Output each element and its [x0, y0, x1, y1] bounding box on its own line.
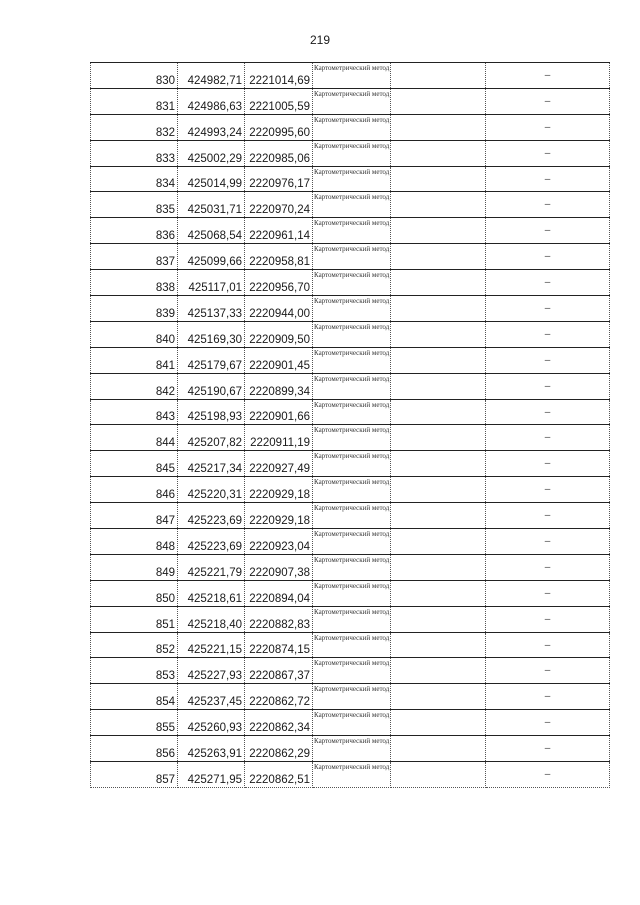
- x-coordinate-cell: 425220,31: [178, 477, 245, 503]
- point-number-cell: 842: [91, 373, 178, 399]
- empty-cell: [391, 503, 486, 529]
- empty-cell: [391, 321, 486, 347]
- x-coordinate-cell: 425221,79: [178, 554, 245, 580]
- table-row: [91, 114, 610, 140]
- point-number-cell: 841: [91, 347, 178, 373]
- method-cell: Картометрический метод: [313, 244, 391, 270]
- y-coordinate-cell: 2220862,34: [245, 710, 313, 736]
- method-cell: Картометрический метод: [313, 192, 391, 218]
- method-cell: Картометрический метод: [313, 451, 391, 477]
- x-coordinate-cell: 425221,15: [178, 632, 245, 658]
- dash-cell: –: [486, 192, 610, 218]
- table-row: [91, 399, 610, 425]
- y-coordinate-cell: 2220985,06: [245, 140, 313, 166]
- empty-cell: [391, 270, 486, 296]
- point-number-cell: 846: [91, 477, 178, 503]
- method-cell: Картометрический метод: [313, 606, 391, 632]
- table-row: [91, 373, 610, 399]
- y-coordinate-cell: 2220867,37: [245, 658, 313, 684]
- method-cell: Картометрический метод: [313, 736, 391, 762]
- x-coordinate-cell: 424993,24: [178, 114, 245, 140]
- y-coordinate-cell: 2220956,70: [245, 270, 313, 296]
- y-coordinate-cell: 2220862,72: [245, 684, 313, 710]
- x-coordinate-cell: 425198,93: [178, 399, 245, 425]
- table-row: [91, 658, 610, 684]
- x-coordinate-cell: 425031,71: [178, 192, 245, 218]
- x-coordinate-cell: 425179,67: [178, 347, 245, 373]
- dash-cell: –: [486, 244, 610, 270]
- y-coordinate-cell: 2220995,60: [245, 114, 313, 140]
- dash-cell: –: [486, 140, 610, 166]
- point-number-cell: 845: [91, 451, 178, 477]
- table-row: [91, 321, 610, 347]
- method-cell: Картометрический метод: [313, 425, 391, 451]
- x-coordinate-cell: 424982,71: [178, 63, 245, 89]
- table-row: [91, 503, 610, 529]
- table-row: [91, 244, 610, 270]
- y-coordinate-cell: 2220899,34: [245, 373, 313, 399]
- empty-cell: [391, 347, 486, 373]
- method-cell: Картометрический метод: [313, 399, 391, 425]
- dash-cell: –: [486, 347, 610, 373]
- table-row: [91, 88, 610, 114]
- x-coordinate-cell: 425260,93: [178, 710, 245, 736]
- empty-cell: [391, 606, 486, 632]
- dash-cell: –: [486, 296, 610, 322]
- y-coordinate-cell: 2220961,14: [245, 218, 313, 244]
- x-coordinate-cell: 425068,54: [178, 218, 245, 244]
- point-number-cell: 844: [91, 425, 178, 451]
- table-row: [91, 166, 610, 192]
- table-row: [91, 762, 610, 788]
- dash-cell: –: [486, 762, 610, 788]
- table-row: [91, 270, 610, 296]
- point-number-cell: 835: [91, 192, 178, 218]
- method-cell: Картометрический метод: [313, 270, 391, 296]
- table-row: [91, 192, 610, 218]
- table-row: [91, 63, 610, 89]
- method-cell: Картометрический метод: [313, 321, 391, 347]
- method-cell: Картометрический метод: [313, 166, 391, 192]
- x-coordinate-cell: 425263,91: [178, 736, 245, 762]
- x-coordinate-cell: 425271,95: [178, 762, 245, 788]
- x-coordinate-cell: 425117,01: [178, 270, 245, 296]
- dash-cell: –: [486, 166, 610, 192]
- method-cell: Картометрический метод: [313, 218, 391, 244]
- y-coordinate-cell: 2220909,50: [245, 321, 313, 347]
- empty-cell: [391, 192, 486, 218]
- x-coordinate-cell: 425218,61: [178, 580, 245, 606]
- table-row: [91, 140, 610, 166]
- y-coordinate-cell: 2220862,29: [245, 736, 313, 762]
- point-number-cell: 848: [91, 529, 178, 555]
- method-cell: Картометрический метод: [313, 114, 391, 140]
- empty-cell: [391, 166, 486, 192]
- y-coordinate-cell: 2220923,04: [245, 529, 313, 555]
- x-coordinate-cell: 424986,63: [178, 88, 245, 114]
- y-coordinate-cell: 2220944,00: [245, 296, 313, 322]
- coordinates-table: [90, 62, 610, 788]
- x-coordinate-cell: 425207,82: [178, 425, 245, 451]
- table-row: [91, 477, 610, 503]
- point-number-cell: 832: [91, 114, 178, 140]
- dash-cell: –: [486, 270, 610, 296]
- x-coordinate-cell: 425169,30: [178, 321, 245, 347]
- empty-cell: [391, 296, 486, 322]
- dash-cell: –: [486, 399, 610, 425]
- dash-cell: –: [486, 477, 610, 503]
- empty-cell: [391, 736, 486, 762]
- dash-cell: –: [486, 606, 610, 632]
- dash-cell: –: [486, 710, 610, 736]
- y-coordinate-cell: 2220907,38: [245, 554, 313, 580]
- dash-cell: –: [486, 321, 610, 347]
- point-number-cell: 850: [91, 580, 178, 606]
- dash-cell: –: [486, 632, 610, 658]
- y-coordinate-cell: 2220929,18: [245, 503, 313, 529]
- empty-cell: [391, 425, 486, 451]
- point-number-cell: 838: [91, 270, 178, 296]
- x-coordinate-cell: 425190,67: [178, 373, 245, 399]
- x-coordinate-cell: 425217,34: [178, 451, 245, 477]
- point-number-cell: 834: [91, 166, 178, 192]
- point-number-cell: 851: [91, 606, 178, 632]
- method-cell: Картометрический метод: [313, 554, 391, 580]
- empty-cell: [391, 710, 486, 736]
- point-number-cell: 843: [91, 399, 178, 425]
- empty-cell: [391, 762, 486, 788]
- table-row: [91, 606, 610, 632]
- method-cell: Картометрический метод: [313, 580, 391, 606]
- dash-cell: –: [486, 580, 610, 606]
- point-number-cell: 833: [91, 140, 178, 166]
- empty-cell: [391, 684, 486, 710]
- method-cell: Картометрический метод: [313, 347, 391, 373]
- method-cell: Картометрический метод: [313, 658, 391, 684]
- table-row: [91, 218, 610, 244]
- empty-cell: [391, 244, 486, 270]
- empty-cell: [391, 399, 486, 425]
- y-coordinate-cell: 2221005,59: [245, 88, 313, 114]
- dash-cell: –: [486, 554, 610, 580]
- empty-cell: [391, 658, 486, 684]
- empty-cell: [391, 554, 486, 580]
- y-coordinate-cell: 2220929,18: [245, 477, 313, 503]
- dash-cell: –: [486, 425, 610, 451]
- y-coordinate-cell: 2220901,66: [245, 399, 313, 425]
- y-coordinate-cell: 2220911,19: [245, 425, 313, 451]
- point-number-cell: 853: [91, 658, 178, 684]
- method-cell: Картометрический метод: [313, 710, 391, 736]
- method-cell: Картометрический метод: [313, 373, 391, 399]
- point-number-cell: 849: [91, 554, 178, 580]
- method-cell: Картометрический метод: [313, 296, 391, 322]
- x-coordinate-cell: 425099,66: [178, 244, 245, 270]
- x-coordinate-cell: 425223,69: [178, 503, 245, 529]
- y-coordinate-cell: 2220874,15: [245, 632, 313, 658]
- method-cell: Картометрический метод: [313, 503, 391, 529]
- dash-cell: –: [486, 736, 610, 762]
- empty-cell: [391, 529, 486, 555]
- dash-cell: –: [486, 88, 610, 114]
- table-body: [91, 63, 610, 788]
- method-cell: Картометрический метод: [313, 684, 391, 710]
- dash-cell: –: [486, 503, 610, 529]
- table-row: [91, 529, 610, 555]
- method-cell: Картометрический метод: [313, 88, 391, 114]
- dash-cell: –: [486, 63, 610, 89]
- point-number-cell: 855: [91, 710, 178, 736]
- empty-cell: [391, 632, 486, 658]
- x-coordinate-cell: 425227,93: [178, 658, 245, 684]
- x-coordinate-cell: 425137,33: [178, 296, 245, 322]
- y-coordinate-cell: 2220862,51: [245, 762, 313, 788]
- y-coordinate-cell: 2220882,83: [245, 606, 313, 632]
- method-cell: Картометрический метод: [313, 477, 391, 503]
- table-row: [91, 580, 610, 606]
- point-number-cell: 854: [91, 684, 178, 710]
- empty-cell: [391, 451, 486, 477]
- dash-cell: –: [486, 658, 610, 684]
- dash-cell: –: [486, 114, 610, 140]
- y-coordinate-cell: 2220927,49: [245, 451, 313, 477]
- x-coordinate-cell: 425218,40: [178, 606, 245, 632]
- point-number-cell: 847: [91, 503, 178, 529]
- point-number-cell: 840: [91, 321, 178, 347]
- table-row: [91, 347, 610, 373]
- table-row: [91, 632, 610, 658]
- y-coordinate-cell: 2220894,04: [245, 580, 313, 606]
- x-coordinate-cell: 425223,69: [178, 529, 245, 555]
- x-coordinate-cell: 425237,45: [178, 684, 245, 710]
- table-row: [91, 451, 610, 477]
- empty-cell: [391, 140, 486, 166]
- dash-cell: –: [486, 684, 610, 710]
- table-row: [91, 710, 610, 736]
- dash-cell: –: [486, 529, 610, 555]
- empty-cell: [391, 373, 486, 399]
- y-coordinate-cell: 2220976,17: [245, 166, 313, 192]
- x-coordinate-cell: 425014,99: [178, 166, 245, 192]
- point-number-cell: 857: [91, 762, 178, 788]
- method-cell: Картометрический метод: [313, 63, 391, 89]
- empty-cell: [391, 63, 486, 89]
- table-row: [91, 736, 610, 762]
- point-number-cell: 839: [91, 296, 178, 322]
- method-cell: Картометрический метод: [313, 529, 391, 555]
- point-number-cell: 852: [91, 632, 178, 658]
- dash-cell: –: [486, 218, 610, 244]
- point-number-cell: 830: [91, 63, 178, 89]
- empty-cell: [391, 88, 486, 114]
- empty-cell: [391, 580, 486, 606]
- point-number-cell: 837: [91, 244, 178, 270]
- page-number: 219: [309, 33, 331, 47]
- y-coordinate-cell: 2220958,81: [245, 244, 313, 270]
- method-cell: Картометрический метод: [313, 762, 391, 788]
- point-number-cell: 831: [91, 88, 178, 114]
- table-row: [91, 554, 610, 580]
- empty-cell: [391, 477, 486, 503]
- y-coordinate-cell: 2220901,45: [245, 347, 313, 373]
- empty-cell: [391, 114, 486, 140]
- table-row: [91, 425, 610, 451]
- table-row: [91, 296, 610, 322]
- empty-cell: [391, 218, 486, 244]
- y-coordinate-cell: 2220970,24: [245, 192, 313, 218]
- table-row: [91, 684, 610, 710]
- dash-cell: –: [486, 451, 610, 477]
- method-cell: Картометрический метод: [313, 140, 391, 166]
- method-cell: Картометрический метод: [313, 632, 391, 658]
- y-coordinate-cell: 2221014,69: [245, 63, 313, 89]
- x-coordinate-cell: 425002,29: [178, 140, 245, 166]
- point-number-cell: 836: [91, 218, 178, 244]
- dash-cell: –: [486, 373, 610, 399]
- point-number-cell: 856: [91, 736, 178, 762]
